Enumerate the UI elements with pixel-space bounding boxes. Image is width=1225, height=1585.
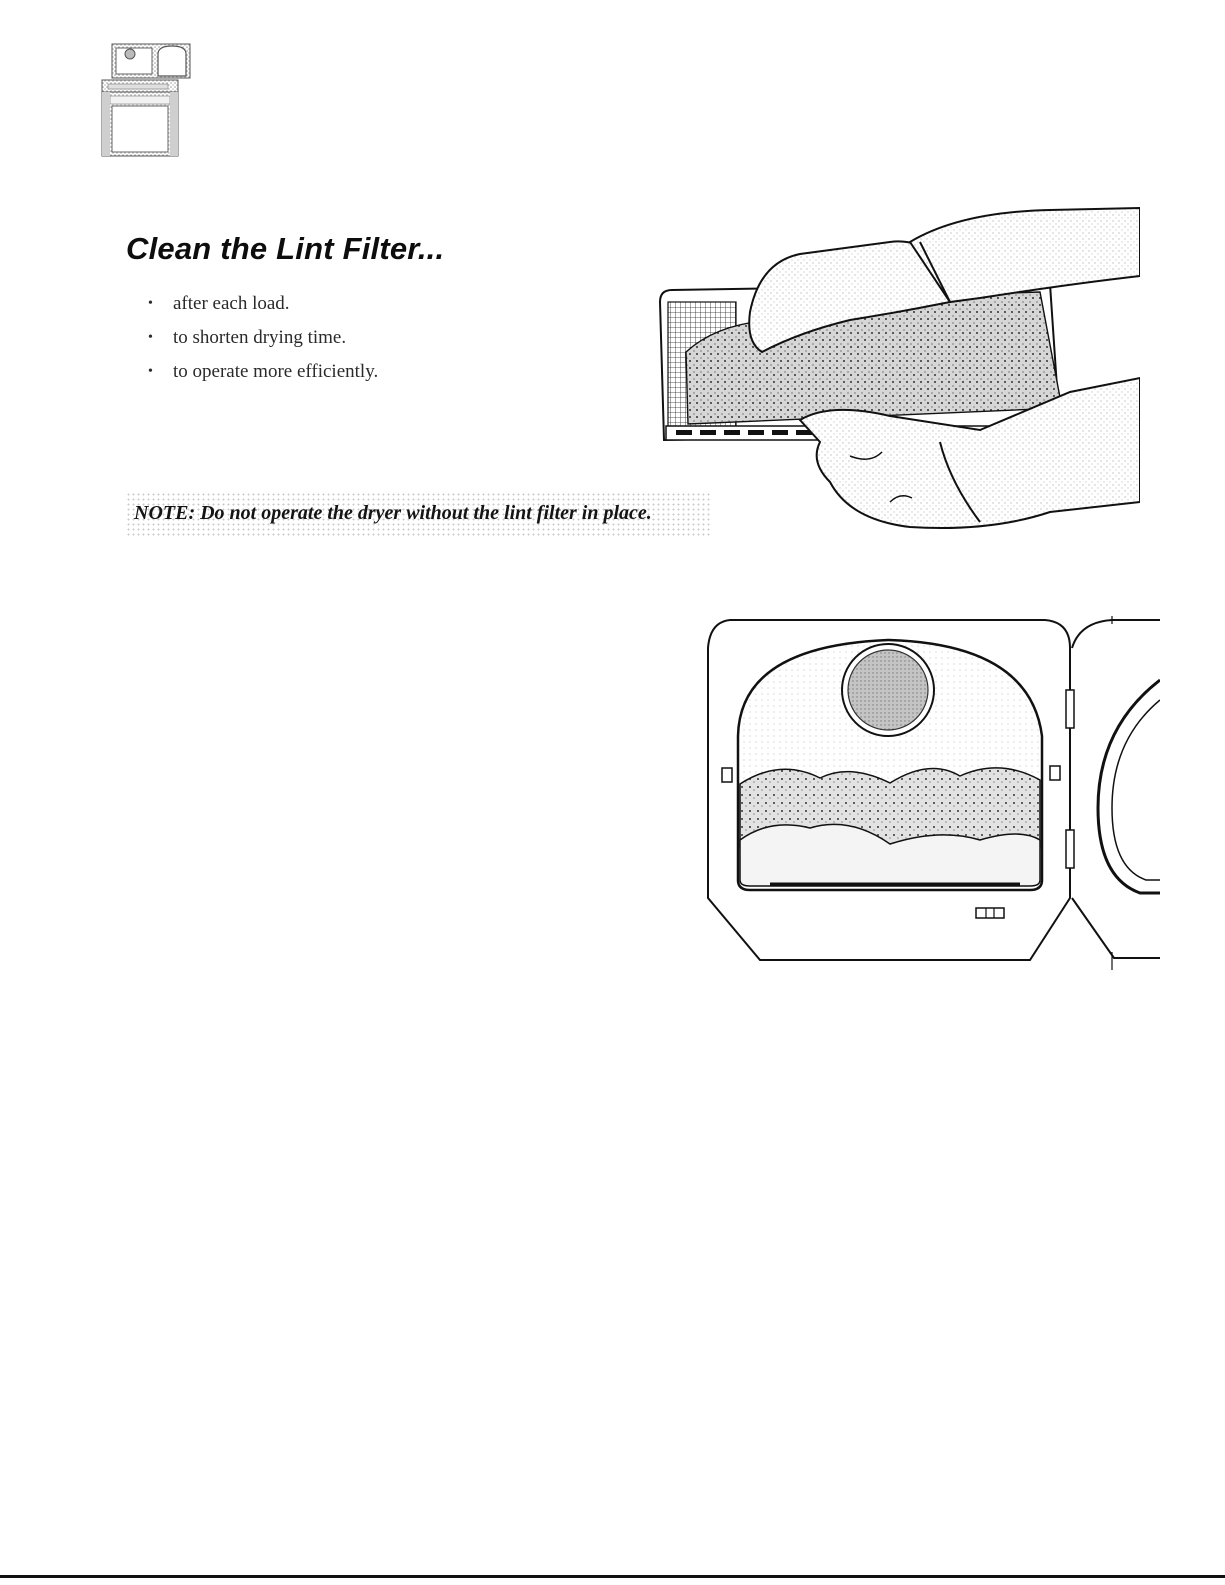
dryer-door-open-illustration [700, 608, 1160, 973]
list-item [148, 292, 378, 326]
list-item [148, 326, 378, 360]
bullet-dot-icon: • [148, 364, 153, 379]
list-item-text: to operate more efficiently. [173, 361, 379, 382]
lint-filter-removal-illustration [650, 202, 1140, 542]
list-item [148, 360, 378, 394]
page-bottom-rule [0, 1575, 1225, 1578]
bullet-list [148, 292, 378, 394]
section-heading: Clean the Lint Filter... [126, 231, 445, 266]
list-item-text: after each load. [173, 293, 290, 314]
bullet-dot-icon: • [148, 296, 153, 311]
bullet-dot-icon: • [148, 330, 153, 345]
laundry-center-icon [98, 42, 196, 158]
warning-note: NOTE: Do not operate the dryer without the lint filter in place. [126, 492, 710, 537]
list-item-text: to shorten drying time. [173, 327, 347, 348]
